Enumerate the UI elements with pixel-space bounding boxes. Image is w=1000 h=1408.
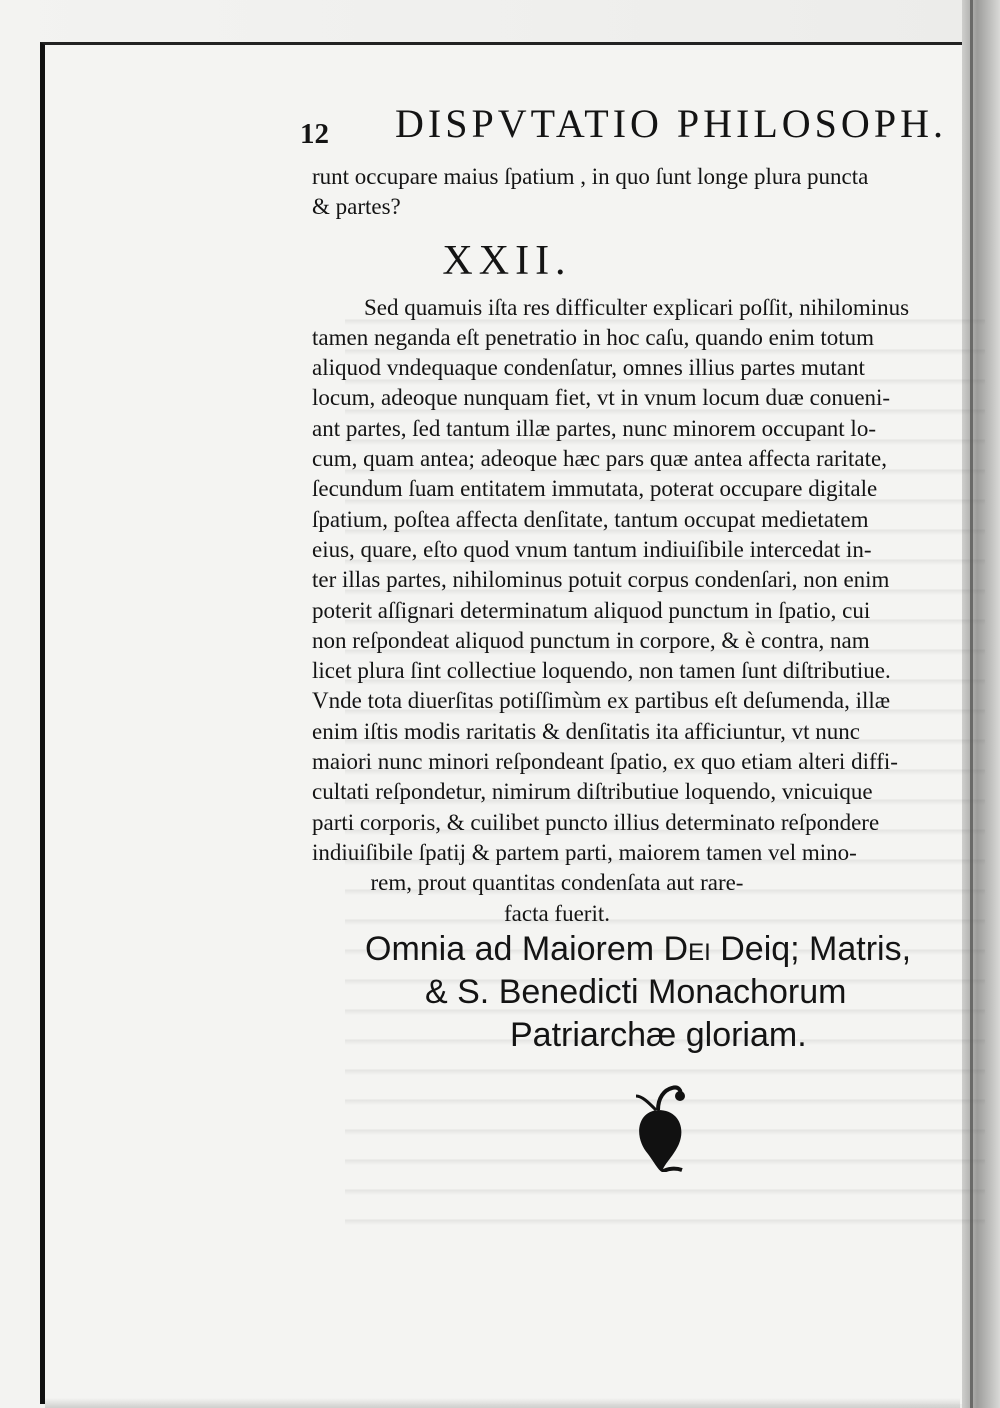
book-gutter-edge <box>962 0 1000 1408</box>
text-line: indiuiſibile ſpatij & partem parti, maiorem tamen vel mino- <box>312 839 857 865</box>
body-text <box>312 162 952 929</box>
text-line: facta fuerit. <box>504 900 610 926</box>
text-line: ant partes, ſed tantum illæ partes, nunc minorem occupant lo- <box>312 415 876 441</box>
fleuron-leaf-ornament-icon <box>628 1080 698 1172</box>
text-line: licet plura ſint collectiue loquendo, non tamen ſunt diſtributiue. <box>312 658 891 684</box>
text-line: ſecundum ſuam entitatem immutata, poterat occupare digitale <box>312 476 878 502</box>
dedication-line-1 <box>340 928 980 971</box>
text-line: locum, adeoque nunquam fiet, vt in vnum locum duæ conueni- <box>312 385 891 411</box>
text-line: ſpatium, poſtea affecta denſitate, tantum occupat medietatem <box>312 506 869 532</box>
running-head: DISPVTATIO PHILOSOPH. <box>395 101 947 146</box>
dedication-line-3: Patriarchæ gloriam. <box>510 1016 807 1054</box>
text-line: eius, quare, eſto quod vnum tantum indiuiſibile intercedat in- <box>312 536 872 562</box>
text-line: ter illas partes, nihilominus potuit corpus condenſari, non enim <box>312 567 890 593</box>
text-line: aliquod vndequaque condenſatur, omnes illius partes mutant <box>312 355 865 381</box>
text-line: tamen neganda eſt penetratio in hoc caſu, quando enim totum <box>312 324 875 350</box>
text-line: poterit aſſignari determinatum aliquod punctum in ſpatio, cui <box>312 597 871 623</box>
page-header <box>300 100 947 150</box>
text-line: rem, prout quantitas condenſata aut rare- <box>370 870 744 896</box>
dedication-text: Omnia ad Maiorem <box>365 930 664 968</box>
text-line: maiori nunc minori reſpondeant ſpatio, ex quo etiam alteri diffi- <box>312 749 898 775</box>
dedication-text: Deiq; Matris, <box>710 930 912 968</box>
text-line: runt occupare maius ſpatium , in quo ſunt longe plura puncta <box>312 164 869 189</box>
dedication-dei: Dei <box>663 930 711 968</box>
text-line: enim iſtis modis raritatis & denſitatis ita afficiuntur, vt nunc <box>312 718 861 744</box>
page-number: 12 <box>300 118 329 150</box>
text-line: & partes? <box>312 194 401 220</box>
dedication-line-2: & S. Benedicti Monachorum <box>425 973 847 1011</box>
text-line: Vnde tota diuerſitas potiſſimùm ex partibus eſt deſumenda, illæ <box>312 688 891 714</box>
text-line: Sed quamuis iſta res difficulter explicari poſſit, nihilominus <box>364 294 910 320</box>
dedication <box>340 928 980 1057</box>
page-bottom-shadow <box>45 1398 960 1408</box>
text-line: cum, quam antea; adeoque hæc pars quæ antea affecta raritate, <box>312 446 887 472</box>
text-line: non reſpondeat aliquod punctum in corpore, & è contra, nam <box>312 627 870 653</box>
text-line: cultati reſpondetur, nimirum diſtributiue loquendo, vnicuique <box>312 779 873 805</box>
text-line: parti corporis, & cuilibet puncto illius determinato reſpondere <box>312 809 880 835</box>
section-heading: XXII. <box>442 237 572 284</box>
